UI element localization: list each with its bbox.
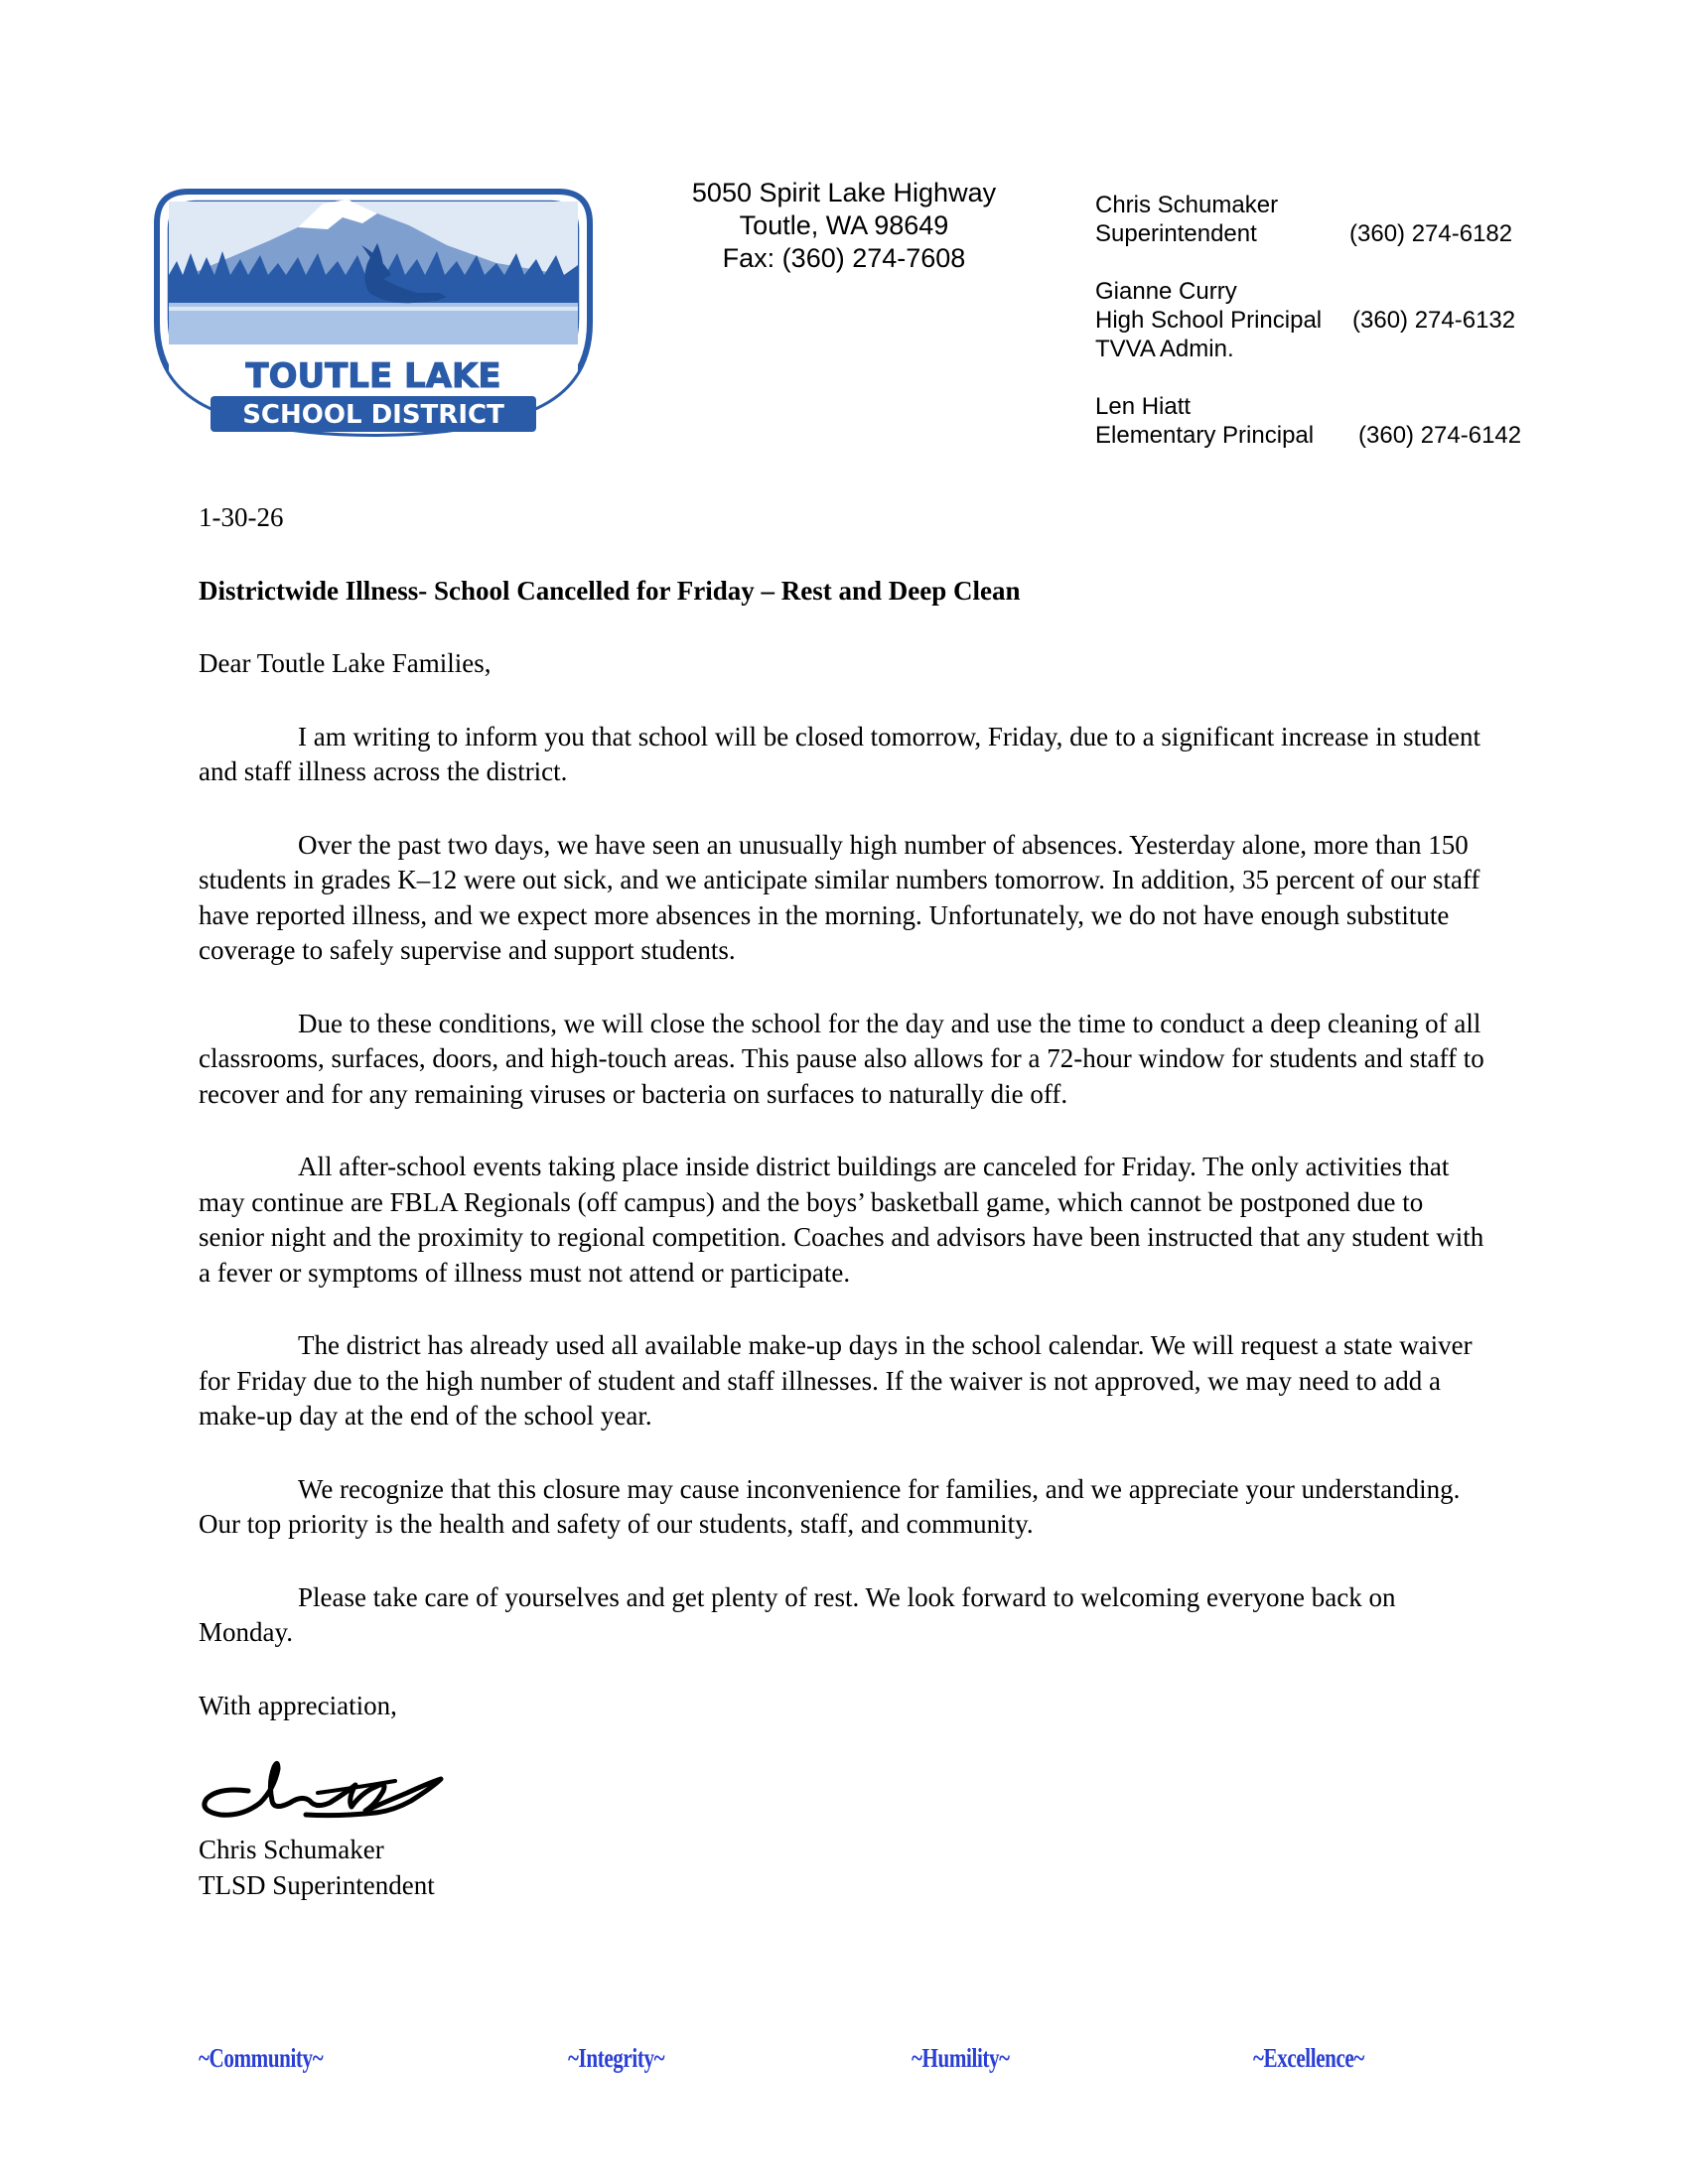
fax-line: Fax: (360) 274-7608 (722, 243, 966, 273)
logo-title-text: TOUTLE LAKE (245, 356, 501, 396)
signer-title: TLSD Superintendent (199, 1869, 435, 1900)
footer-value-integrity: ~Integrity~ (568, 2043, 665, 2073)
letter-paragraph: Due to these conditions, we will close the school for the day and use the time to conduct a deep cleaning of all classrooms, surfaces, doors, and high-touch areas. This pause also allows for a 72-hour window for students and staff to recover and for any remaining viruses or bacteria on surfaces to naturally die off. (199, 1008, 1484, 1109)
contact-elementary-principal (1095, 392, 1631, 450)
letter-paragraph: Please take care of yourselves and get plenty of rest. We look forward to welcoming everyone back on Monday. (199, 1581, 1396, 1647)
contact-name: Len Hiatt (1095, 393, 1192, 420)
contact-name: Gianne Curry (1095, 278, 1237, 305)
contact-title: High School Principal (1095, 307, 1323, 334)
handwritten-signature (199, 1743, 447, 1823)
contact-name: Chris Schumaker (1095, 192, 1279, 218)
signer-name: Chris Schumaker (199, 1835, 384, 1864)
contact-phone: (360) 274-6132 (1352, 307, 1516, 334)
letter-paragraph: We recognize that this closure may cause inconvenience for families, and we appreciate your understanding. Our top priority is the health and safety of our students, staff, and community. (199, 1473, 1461, 1539)
contact-title: Elementary Principal (1095, 422, 1315, 449)
letter-closing: With appreciation, (199, 1690, 397, 1720)
letter-paragraph: All after-school events taking place inside district buildings are canceled for Friday. The only activities that may continue are FBLA Regionals (off campus) and the boys’ basketball game, which cannot be postponed due to senior night and the proximity to regional competition. Coaches and advisors have been instructed that any student with a fever or symptoms of illness must not attend or participate. (199, 1152, 1484, 1288)
contact-phone: (360) 274-6142 (1358, 422, 1522, 449)
logo-subtitle-text: SCHOOL DISTRICT (242, 400, 504, 430)
district-address (655, 177, 1033, 275)
letter-paragraph: I am writing to inform you that school will be closed tomorrow, Friday, due to a significant increase in student and staff illness across the district. (199, 721, 1480, 786)
footer-value-humility: ~Humility~ (912, 2043, 1010, 2073)
contact-superintendent (1095, 191, 1631, 248)
district-logo (149, 184, 598, 452)
contact-high-school-principal (1095, 277, 1631, 363)
letter-subject: Districtwide Illness- School Cancelled for Friday – Rest and Deep Clean (199, 575, 1021, 606)
contact-title: Superintendent (1095, 220, 1257, 247)
letter-paragraph: Over the past two days, we have seen an unusually high number of absences. Yesterday alone, more than 150 students in grades K–12 were out sick, and we anticipate similar numbers tomorrow. In addition, 35 percent of our staff have reported illness, and we expect more absences in the morning. Unfortunately, we do not have enough substitute coverage to safely supervise and support students. (199, 829, 1480, 965)
contact-list (1095, 191, 1631, 478)
footer-value-excellence: ~Excellence~ (1253, 2043, 1364, 2073)
footer-value-community: ~Community~ (199, 2043, 324, 2073)
address-line: 5050 Spirit Lake Highway (691, 178, 997, 207)
contact-phone: (360) 274-6182 (1349, 220, 1513, 247)
address-line: Toutle, WA 98649 (739, 210, 949, 240)
letter-salutation: Dear Toutle Lake Families, (199, 648, 492, 678)
letter-date: 1-30-26 (199, 502, 284, 532)
contact-extra-title: TVVA Admin. (1095, 336, 1234, 362)
letter-body (199, 500, 1489, 1903)
letter-paragraph: The district has already used all available make-up days in the school calendar. We will request a state waiver for Friday due to the high number of student and staff illnesses. If the waiver is not approved, we may need to add a make-up day at the end of the school year. (199, 1330, 1473, 1431)
